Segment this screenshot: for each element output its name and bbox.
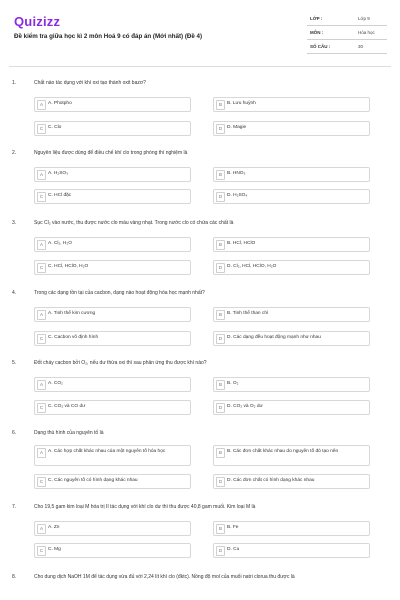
option-c[interactable] <box>34 260 191 275</box>
question-number: 8. <box>12 574 17 580</box>
option-text: B. Fe <box>227 525 239 530</box>
option-letter: D <box>216 546 225 556</box>
meta-value: 30 <box>358 44 364 49</box>
question-text: Dạng thù hình của nguyên tố là <box>34 430 104 436</box>
question-text: Chất nào tác dụng với khí oxi tạo thành oxit bazơ? <box>34 80 146 86</box>
option-letter: A <box>37 380 46 390</box>
option-d[interactable] <box>213 400 370 415</box>
option-text: A. Cl₂, H₂O <box>48 241 72 246</box>
option-text: C. CO₂ và CO dư <box>48 404 86 409</box>
option-letter: A <box>37 100 46 110</box>
option-b[interactable] <box>213 377 370 392</box>
meta-row-subject <box>307 26 387 40</box>
option-text: C. Clo <box>48 125 62 130</box>
meta-label: MÔN : <box>310 30 324 35</box>
option-b[interactable] <box>213 521 370 536</box>
option-letter: B <box>216 380 225 390</box>
option-a[interactable] <box>34 377 191 392</box>
option-text: B. HCl, HClO <box>227 241 256 246</box>
option-text: D. Magie <box>227 125 247 130</box>
option-b[interactable] <box>213 445 370 466</box>
option-text: C. Các nguyên tố có hình dạng khác nhau <box>48 478 138 483</box>
option-text: D. Cu <box>227 547 240 552</box>
option-text: A. H₂SO₃ <box>48 171 69 176</box>
question-number: 2. <box>12 150 17 156</box>
option-letter: A <box>37 524 46 534</box>
quizizz-logo: Quizizz <box>14 14 61 29</box>
meta-label: SỐ CÂU : <box>310 44 331 49</box>
option-letter: A <box>37 448 46 458</box>
option-a[interactable] <box>34 97 191 112</box>
option-c[interactable] <box>34 121 191 136</box>
option-text: D. Cl₂, HCl, HClO, H₂O <box>227 264 277 269</box>
option-letter: D <box>216 477 225 487</box>
option-letter: D <box>216 263 225 273</box>
option-letter: D <box>216 403 225 413</box>
option-text: C. Cacbon vô định hình <box>48 335 99 340</box>
meta-value: Lớp 9 <box>358 16 370 21</box>
option-d[interactable] <box>213 474 370 489</box>
option-text: A. Các hợp chất khác nhau của một nguyên tố hóa học <box>48 449 166 454</box>
question-text: Cho dung dịch NaOH 1M để tác dụng vừa đủ với 2,24 lít khí clo (đktc). Nồng độ mol của muối natri clorua thu được là <box>34 574 295 580</box>
option-letter: B <box>216 170 225 180</box>
question-text: Trong các dạng tồn tại của cacbon, dạng nào hoạt động hóa học mạnh nhất? <box>34 290 205 296</box>
option-text: A. Tinh thể kim cương <box>48 311 96 316</box>
page-title: Đề kiểm tra giữa học kì 2 môn Hoá 9 có đáp án (Mới nhất) (Đề 4) <box>14 33 203 40</box>
option-letter: D <box>216 192 225 202</box>
option-letter: B <box>216 240 225 250</box>
option-a[interactable] <box>34 307 191 322</box>
option-a[interactable] <box>34 167 191 182</box>
option-text: C. Mg <box>48 547 61 552</box>
option-text: C. HCl, HClO, H₂O <box>48 264 89 269</box>
meta-table <box>307 12 387 54</box>
option-letter: A <box>37 170 46 180</box>
option-text: B. Lưu huỳnh <box>227 101 256 106</box>
question-text: Đốt cháy cacbon bởi O₂, nếu dư thừa oxi thì sau phản ứng thu được khí nào? <box>34 360 207 366</box>
option-d[interactable] <box>213 331 370 346</box>
option-letter: C <box>37 124 46 134</box>
question-text: Cho 19,5 gam kim loại M hóa trị II tác dụng với khí clo dư thì thu được 40,8 gam muối. Kim loại M là <box>34 504 256 510</box>
option-letter: A <box>37 240 46 250</box>
option-text: A. Photpho <box>48 101 72 106</box>
option-letter: D <box>216 124 225 134</box>
option-text: D. H₂SO₄ <box>227 193 248 198</box>
question-text: Sục Cl₂ vào nước, thu được nước clo màu vàng nhạt. Trong nước clo có chứa các chất là <box>34 220 234 226</box>
option-d[interactable] <box>213 189 370 204</box>
option-text: A. CO₂ <box>48 381 63 386</box>
option-letter: C <box>37 334 46 344</box>
option-text: B. Các đơn chất khác nhau do nguyên tố đó tạo nên <box>227 449 339 454</box>
option-c[interactable] <box>34 331 191 346</box>
option-text: D. CO₂ và O₂ dư <box>227 404 263 409</box>
question-number: 6. <box>12 430 17 436</box>
option-text: D. Các dạng đều hoạt động mạnh như nhau <box>227 335 321 340</box>
question-number: 4. <box>12 290 17 296</box>
header <box>0 0 400 64</box>
question-number: 5. <box>12 360 17 366</box>
option-b[interactable] <box>213 237 370 252</box>
option-letter: B <box>216 448 225 458</box>
option-c[interactable] <box>34 400 191 415</box>
option-text: C. HCl đặc <box>48 193 72 198</box>
option-b[interactable] <box>213 307 370 322</box>
option-text: B. Tinh thể than chì <box>227 311 269 316</box>
meta-label: LỚP : <box>310 16 323 21</box>
meta-row-count <box>307 40 387 54</box>
option-c[interactable] <box>34 474 191 489</box>
option-text: B. HNO₃ <box>227 171 246 176</box>
question-number: 3. <box>12 220 17 226</box>
option-letter: C <box>37 263 46 273</box>
option-text: A. Zn <box>48 525 60 530</box>
option-text: B. O₂ <box>227 381 239 386</box>
option-b[interactable] <box>213 167 370 182</box>
option-letter: A <box>37 310 46 320</box>
option-d[interactable] <box>213 260 370 275</box>
option-letter: C <box>37 192 46 202</box>
meta-row-class <box>307 12 387 26</box>
option-a[interactable] <box>34 521 191 536</box>
option-c[interactable] <box>34 543 191 558</box>
option-d[interactable] <box>213 543 370 558</box>
option-letter: B <box>216 524 225 534</box>
option-d[interactable] <box>213 121 370 136</box>
option-letter: D <box>216 334 225 344</box>
option-letter: B <box>216 100 225 110</box>
option-letter: B <box>216 310 225 320</box>
question-text: Nguyên liệu được dùng để điều chế khí clo trong phòng thí nghiệm là <box>34 150 188 156</box>
option-a[interactable] <box>34 445 191 466</box>
header-divider <box>9 66 391 67</box>
question-number: 1. <box>12 80 17 86</box>
option-a[interactable] <box>34 237 191 252</box>
question-number: 7. <box>12 504 17 510</box>
meta-value: Hóa học <box>358 30 375 35</box>
option-text: D. Các đơn chất có hình dạng khác nhau <box>227 478 315 483</box>
option-b[interactable] <box>213 97 370 112</box>
option-letter: C <box>37 477 46 487</box>
option-letter: C <box>37 403 46 413</box>
option-letter: C <box>37 546 46 556</box>
option-c[interactable] <box>34 189 191 204</box>
